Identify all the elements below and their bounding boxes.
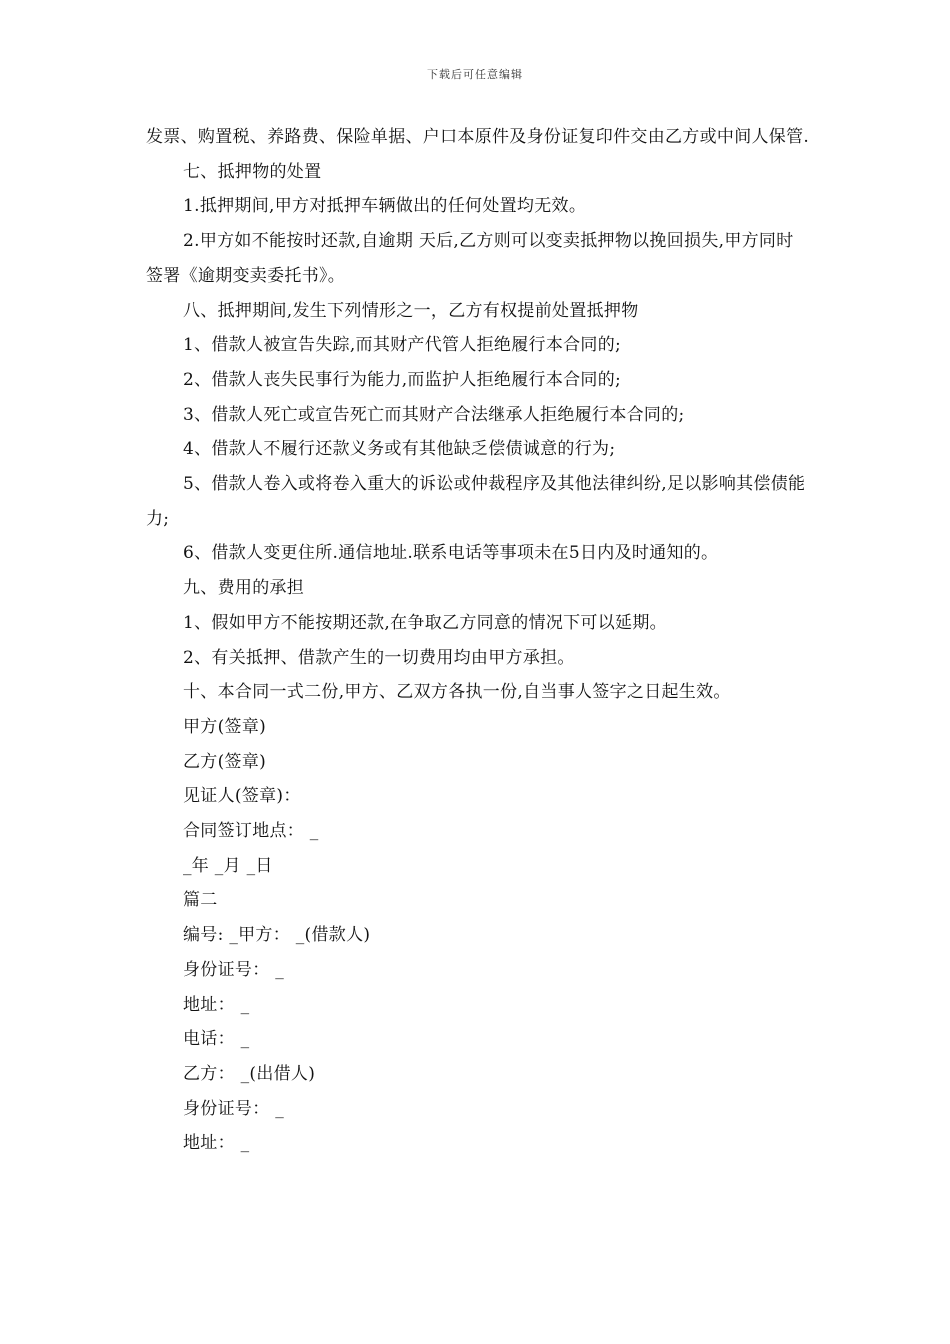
paragraph: 电话： _ bbox=[183, 1029, 250, 1050]
paragraph: 1.抵押期间,甲方对抵押车辆做出的任何处置均无效。 bbox=[183, 196, 587, 217]
paragraph: 九、费用的承担 bbox=[183, 578, 305, 599]
document-body bbox=[146, 120, 810, 1161]
paragraph: 1、借款人被宣告失踪,而其财产代管人拒绝履行本合同的; bbox=[183, 335, 622, 356]
paragraph: 乙方(签章) bbox=[183, 751, 267, 772]
paragraph: 发票、购置税、养路费、保险单据、户口本原件及身份证复印件交由乙方或中间人保管. bbox=[146, 127, 810, 147]
paragraph: 5、借款人卷入或将卷入重大的诉讼或仲裁程序及其他法律纠纷,足以影响其偿债能力; bbox=[146, 474, 806, 529]
paragraph: 合同签订地点： _ bbox=[183, 821, 319, 842]
paragraph: 乙方： _(出借人) bbox=[183, 1063, 316, 1084]
paragraph: 身份证号： _ bbox=[183, 959, 285, 980]
paragraph: 十、本合同一式二份,甲方、乙双方各执一份,自当事人签字之日起生效。 bbox=[183, 682, 731, 703]
page-header: 下载后可任意编辑 bbox=[427, 68, 523, 81]
paragraph: 身份证号： _ bbox=[183, 1098, 285, 1119]
paragraph: 3、借款人死亡或宣告死亡而其财产合法继承人拒绝履行本合同的; bbox=[183, 404, 685, 425]
paragraph: 八、抵押期间,发生下列情形之一，乙方有权提前处置抵押物 bbox=[183, 300, 639, 321]
paragraph: 编号: _甲方： _(借款人) bbox=[183, 925, 371, 946]
paragraph: 2、有关抵押、借款产生的一切费用均由甲方承担。 bbox=[183, 647, 575, 668]
paragraph: 见证人(签章)： bbox=[183, 786, 301, 807]
paragraph: 甲方(签章) bbox=[183, 716, 267, 737]
paragraph: 七、抵押物的处置 bbox=[183, 161, 322, 182]
paragraph: 2.甲方如不能按时还款,自逾期 天后,乙方则可以变卖抵押物以挽回损失,甲方同时签署《逾期变卖委托书》。 bbox=[146, 231, 794, 286]
paragraph: 地址： _ bbox=[183, 994, 250, 1015]
paragraph: 地址： _ bbox=[183, 1133, 250, 1154]
paragraph: 2、借款人丧失民事行为能力,而监护人拒绝履行本合同的; bbox=[183, 369, 622, 390]
paragraph: _年 _月 _日 bbox=[183, 855, 273, 876]
paragraph: 4、借款人不履行还款义务或有其他缺乏偿债诚意的行为; bbox=[183, 439, 616, 460]
paragraph: 1、假如甲方不能按期还款,在争取乙方同意的情况下可以延期。 bbox=[183, 612, 667, 633]
paragraph: 篇二 bbox=[183, 890, 218, 911]
paragraph: 6、借款人变更住所.通信地址.联系电话等事项未在5日内及时通知的。 bbox=[183, 543, 719, 564]
